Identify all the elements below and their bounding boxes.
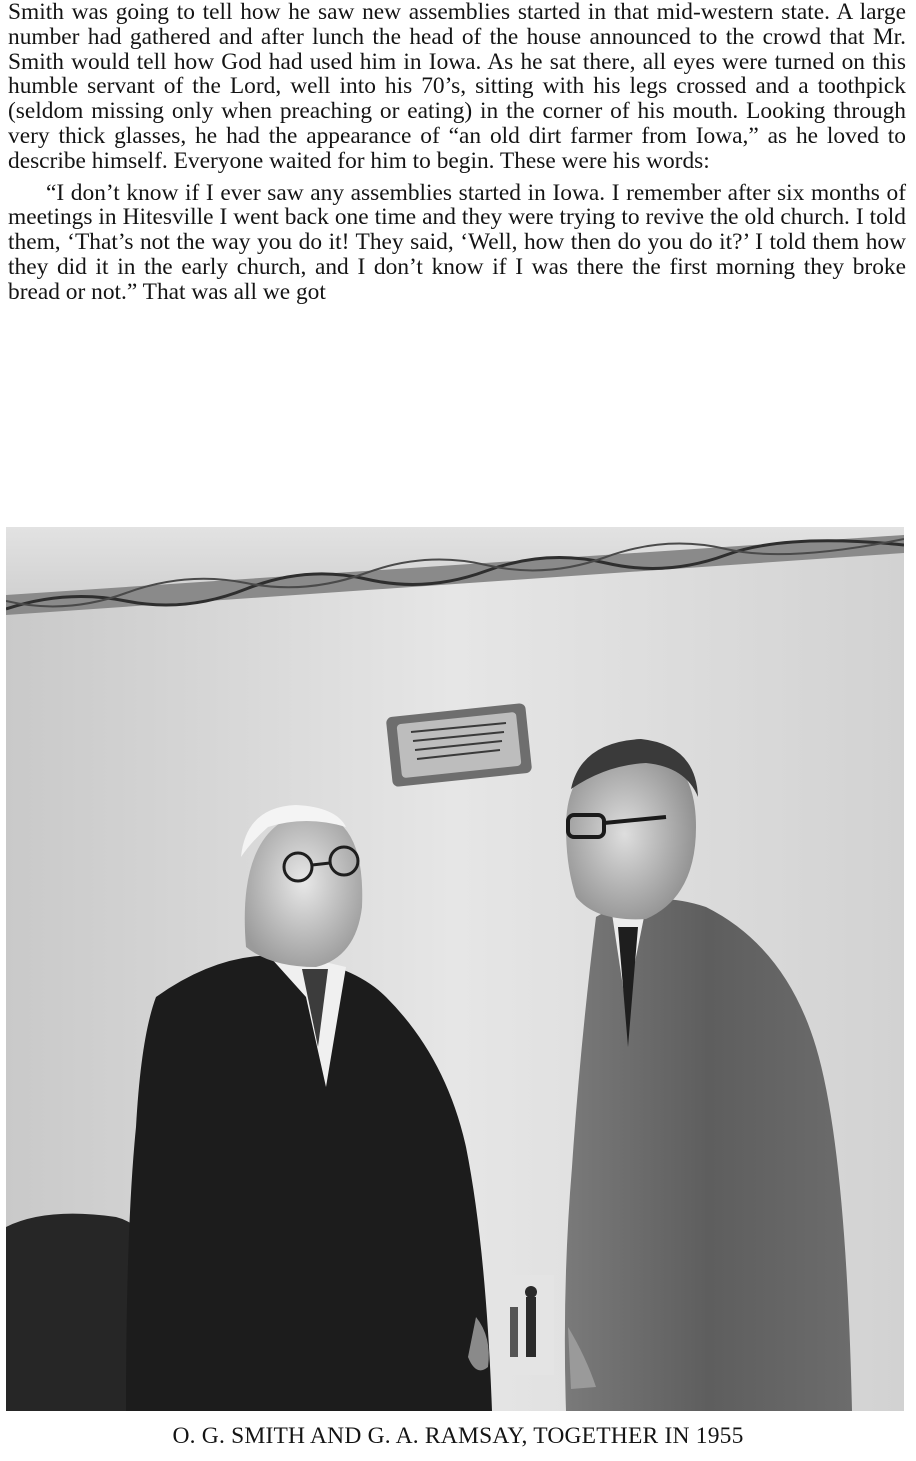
wall-plaque (386, 703, 533, 787)
photograph (6, 527, 904, 1411)
photo-caption: O. G. SMITH AND G. A. RAMSAY, TOGETHER IN 1955 (172, 1423, 744, 1449)
paragraph-1: Smith was going to tell how he saw new assemblies started in that mid-western state. A large number had gathered and after lunch the head of the house announced to the crowd that Mr. Smith would tell how God had used him in Iowa. As he sat there, all eyes were turned on this humble servant of the Lord, well into his 70’s, sitting with his legs crossed and a toothpick (seldom missing only when preaching or eating) in the corner of his mouth. Looking through very thick glasses, he had the appearance of “an old dirt farmer from Iowa,” as he loved to describe himself. Everyone waited for him to begin. These were his words: (8, 0, 906, 174)
body-text (8, 0, 906, 305)
paragraph-2: “I don’t know if I ever saw any assemblies started in Iowa. I remember after six months of meetings in Hitesville I went back one time and they were trying to revive the old church. I told them, ‘That’s not the way you do it! They said, ‘Well, how then do you do it?’ I told them how they did it in the early church, and I don’t know if I was there the first morning they broke bread or not.” That was all we got (8, 179, 906, 305)
background-picture (494, 1275, 554, 1375)
